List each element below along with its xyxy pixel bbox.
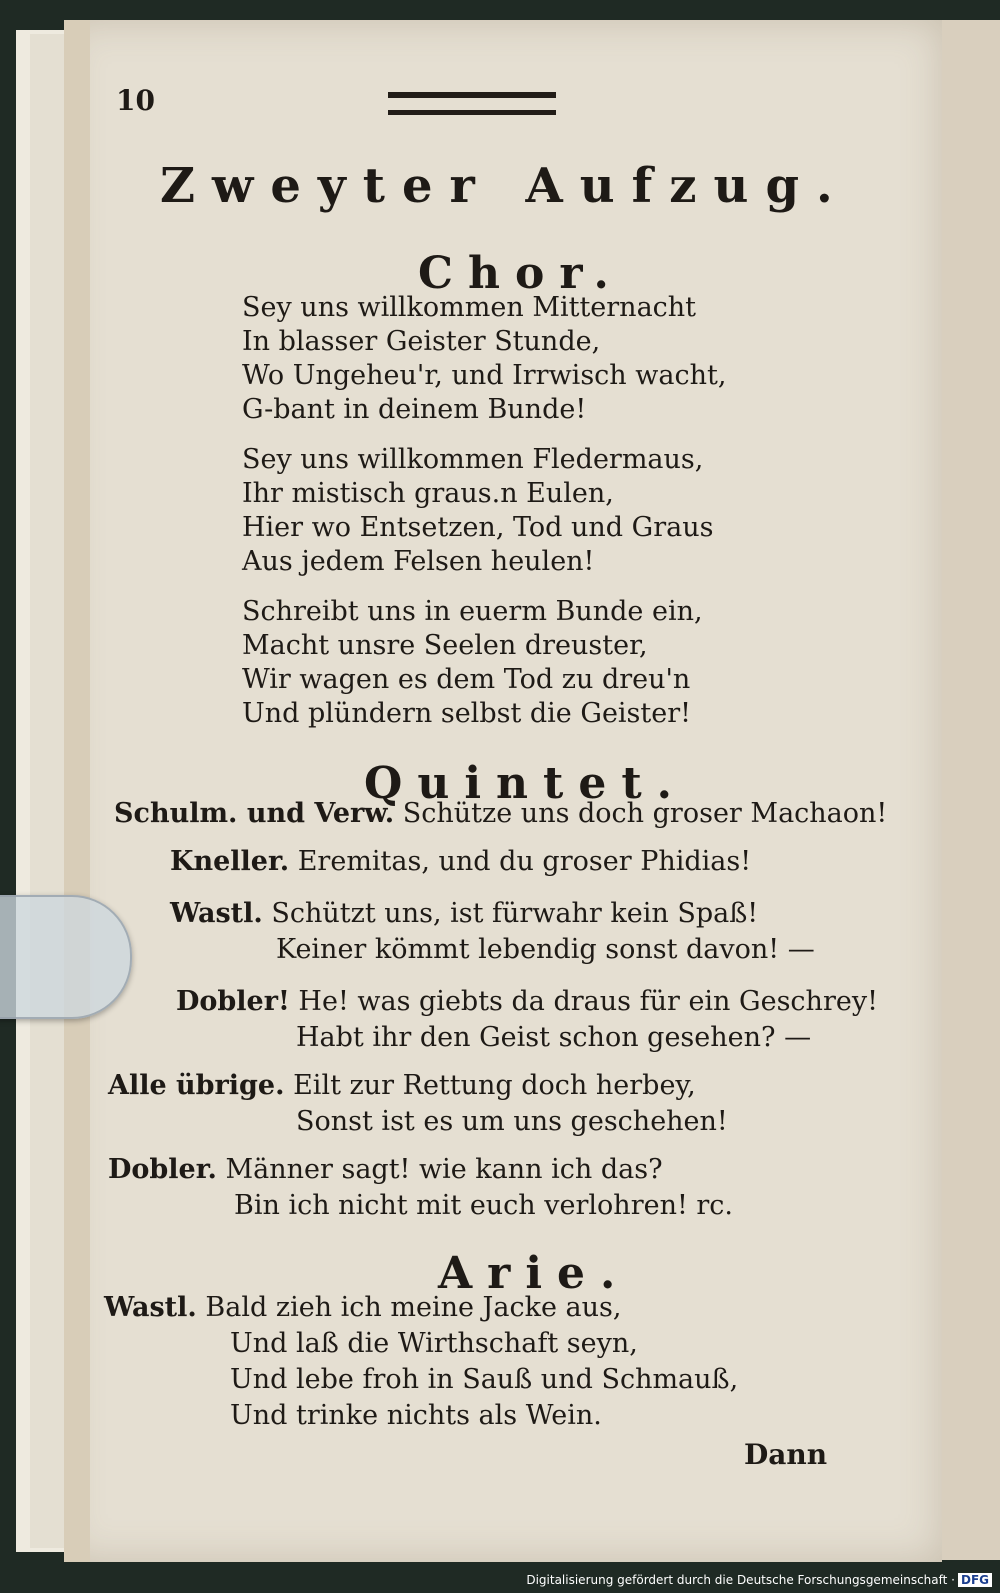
verse-line: Und trinke nichts als Wein.	[230, 1400, 602, 1431]
speaker-name: Alle übrige.	[108, 1070, 285, 1101]
verse-line: G-bant in deinem Bunde!	[242, 394, 587, 425]
speaker-name: Dobler.	[108, 1154, 217, 1185]
speaker-name: Dobler!	[176, 986, 290, 1017]
dialogue-text: Männer sagt! wie kann ich das?	[225, 1154, 663, 1185]
verse-line: Wir wagen es dem Tod zu dreu'n	[242, 664, 691, 695]
dialogue-continuation: Keiner kömmt lebendig sonst davon! —	[276, 934, 815, 965]
digitization-credit	[526, 1573, 992, 1587]
dialogue-continuation: Sonst ist es um uns geschehen!	[296, 1106, 728, 1137]
chor-title: Chor.	[418, 248, 624, 299]
speaker-name: Kneller.	[170, 846, 290, 877]
arie-title: Arie.	[438, 1248, 631, 1299]
verse-line: Macht unsre Seelen dreuster,	[242, 630, 648, 661]
page-number: 10	[116, 84, 155, 117]
credit-text: Digitalisierung gefördert durch die Deutsche Forschungsgemeinschaft ·	[526, 1573, 955, 1587]
dialogue-text: Eremitas, und du groser Phidias!	[297, 846, 752, 877]
dialogue-text: Schützt uns, ist fürwahr kein Spaß!	[271, 898, 759, 929]
dialogue-line	[108, 1154, 663, 1186]
header-rule	[388, 110, 556, 115]
next-page-edge	[938, 20, 1000, 1560]
dialogue-text: Schütze uns doch groser Machaon!	[402, 798, 888, 829]
dialogue-line	[114, 798, 887, 830]
book-page	[64, 20, 942, 1562]
verse-line: Ihr mistisch graus.n Eulen,	[242, 478, 614, 509]
dialogue-line	[170, 898, 758, 930]
verse-line: Hier wo Entsetzen, Tod und Graus	[242, 512, 714, 543]
quintet-title: Quintet.	[364, 758, 687, 809]
verse-line: Und laß die Wirthschaft seyn,	[230, 1328, 638, 1359]
dialogue-line	[176, 986, 878, 1018]
dialogue-line	[170, 846, 751, 878]
verse-line: Wo Ungeheu'r, und Irrwisch wacht,	[242, 360, 727, 391]
dialogue-text: Eilt zur Rettung doch herbey,	[293, 1070, 696, 1101]
dialogue-line	[108, 1070, 696, 1102]
act-title: Zweyter Aufzug.	[160, 158, 850, 214]
dialogue-continuation: Habt ihr den Geist schon gesehen? —	[296, 1022, 812, 1053]
verse-line: Schreibt uns in euerm Bunde ein,	[242, 596, 703, 627]
page-clip	[0, 895, 132, 1019]
dialogue-line	[104, 1292, 621, 1324]
header-rule	[388, 92, 556, 98]
speaker-name: Wastl.	[170, 898, 263, 929]
dialogue-text: Bald zieh ich meine Jacke aus,	[205, 1292, 622, 1323]
verse-line: Und plündern selbst die Geister!	[242, 698, 691, 729]
verse-line: Und lebe froh in Sauß und Schmauß,	[230, 1364, 739, 1395]
verse-line: In blasser Geister Stunde,	[242, 326, 601, 357]
dialogue-continuation: Bin ich nicht mit euch verlohren! rc.	[234, 1190, 734, 1221]
speaker-name: Wastl.	[104, 1292, 197, 1323]
verse-line: Sey uns willkommen Mitternacht	[242, 292, 697, 323]
verse-line: Aus jedem Felsen heulen!	[242, 546, 595, 577]
page-gutter	[64, 20, 90, 1562]
catchword: Dann	[744, 1438, 828, 1471]
dialogue-text: He! was giebts da draus für ein Geschrey!	[298, 986, 878, 1017]
speaker-name: Schulm. und Verw.	[114, 798, 395, 829]
dfg-logo: DFG	[958, 1573, 992, 1587]
verse-line: Sey uns willkommen Fledermaus,	[242, 444, 704, 475]
